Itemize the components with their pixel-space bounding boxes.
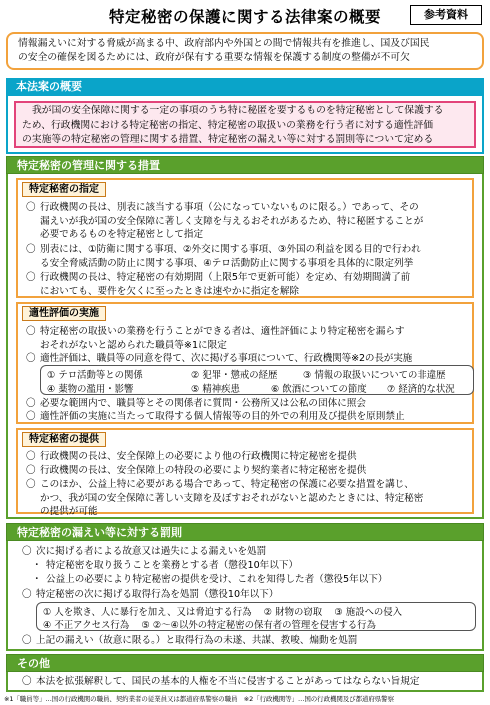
item-line: 行政機関の長は、特定秘密の有効期間（上限5年で更新可能）を定め、有効期間満了前 [40, 272, 411, 283]
list-item [32, 559, 476, 573]
bullet-icon: 〇 [26, 411, 36, 422]
item-line: の提供が可能 [40, 506, 98, 517]
list-item [26, 478, 470, 519]
page-title: 特定秘密の保護に関する法律案の概要 [108, 8, 381, 26]
suitability-title: 適性評価の実施 [22, 306, 106, 321]
list-item [26, 325, 470, 352]
penalties-heading: 特定秘密の漏えい等に対する罰則 [6, 523, 484, 541]
footnote: ※1「職員等」…国の行政機関の職員、契約業者の従業員又は都道府県警察の職員 ※2「行政機関等」…国の行政機関及び都道府県警察 [4, 695, 394, 703]
overview-box [6, 96, 484, 154]
bullet-icon: ・ [32, 574, 42, 585]
item-line: 本法を拡張解釈して、国民の基本的人権を不当に侵害することがあってはならない旨規定 [36, 676, 420, 687]
overview-line: の実施等の特定秘密の管理に関する措置、特定秘密の漏えい等に対する罰則等について定める [22, 134, 434, 145]
item-line: 必要な範囲内で、職員等とその関係者に質問・公務所又は公私の団体に照会 [40, 398, 366, 409]
reference-badge: 参考資料 [410, 5, 482, 25]
title-bar [0, 2, 490, 28]
evaluation-item: ④ 薬物の濫用・影響 [47, 384, 134, 395]
bullet-icon: 〇 [26, 398, 36, 409]
list-item [26, 201, 470, 242]
bullet-icon: 〇 [26, 465, 36, 476]
evaluation-item: ⑥ 飲酒についての節度 [271, 384, 367, 395]
item-line: 別表には、①防衛に関する事項、②外交に関する事項、③外国の利益を図る目的で行われ [40, 244, 421, 255]
item-line: このほか、公益上特に必要がある場合であって、特定秘密の保護に必要な措置を講じ、 [40, 479, 414, 490]
bullet-icon: ・ [32, 560, 42, 571]
intro-line: 情報漏えいに対する脅威が高まる中、政府部内や外国との間で情報共有を推進し、国及び国民 [18, 38, 430, 49]
list-item [26, 352, 470, 366]
bullet-icon: 〇 [26, 244, 36, 255]
evaluation-item: ③ 情報の取扱いについての非違歴 [303, 370, 446, 381]
list-item [26, 464, 470, 478]
item-line: 適性評価は、職員等の同意を得て、次に掲げる事項について、行政機関等※2の長が実施 [40, 353, 413, 364]
list-item [22, 675, 466, 689]
bullet-icon: 〇 [26, 451, 36, 462]
item-line: 次に掲げる者による故意又は過失による漏えいを処罰 [36, 546, 267, 557]
intro-line: の安全の確保を図るためには、政府が保有する重要な情報を保護する制度の整備が不可欠 [18, 52, 410, 63]
penalties-box [6, 541, 484, 651]
acquisition-acts-box [36, 602, 476, 631]
list-item [32, 573, 476, 587]
bullet-icon: 〇 [26, 353, 36, 364]
bullet-icon: 〇 [22, 589, 32, 600]
other-heading: その他 [6, 654, 484, 672]
list-item [22, 634, 466, 648]
bullet-icon: 〇 [26, 479, 36, 490]
list-item [26, 450, 470, 464]
acquisition-act-line: ① 人を欺き、人に暴行を加え、又は脅迫する行為 ② 財物の窃取 ③ 施設への侵入 [43, 607, 403, 618]
bullet-icon: 〇 [22, 546, 32, 557]
designation-section [16, 178, 474, 298]
evaluation-item: ① テロ活動等との関係 [47, 370, 143, 381]
overview-heading: 本法案の概要 [6, 78, 484, 96]
evaluation-items-box [40, 365, 474, 395]
item-line: 適性評価の実施に当たって取得する個人情報等の目的外での利用及び提供を原則禁止 [40, 411, 405, 422]
designation-title: 特定秘密の指定 [22, 182, 106, 197]
provision-section [16, 428, 474, 517]
other-box [6, 672, 484, 692]
bullet-icon: 〇 [22, 635, 32, 646]
bullet-icon: 〇 [26, 326, 36, 337]
management-heading: 特定秘密の管理に関する措置 [6, 156, 484, 174]
list-item [26, 397, 470, 411]
bullet-icon: 〇 [26, 202, 36, 213]
item-line: 特定秘密の次に掲げる取得行為を処罰（懲役10年以下） [36, 589, 279, 600]
item-line: 上記の漏えい（故意に限る。）と取得行為の未遂、共謀、教唆、煽動を処罰 [36, 635, 358, 646]
suitability-section [16, 302, 474, 424]
management-box [6, 174, 484, 519]
list-item [26, 271, 470, 298]
list-item [26, 243, 470, 270]
item-line: 行政機関の長は、別表に該当する事項（公になっていないものに限る。）であって、その [40, 202, 419, 213]
list-item [22, 588, 466, 602]
item-line: 必要であるものを特定秘密として指定 [40, 229, 204, 240]
overview-summary [14, 101, 476, 148]
item-line: 行政機関の長は、安全保障上の必要により他の行政機関に特定秘密を提供 [40, 451, 357, 462]
item-line: 特定秘密の取扱いの業務を行うことができる者は、適性評価により特定秘密を漏らす [40, 326, 405, 337]
item-line: る安全脅威活動の防止に関する事項、④テロ活動防止に関する事項を具体的に限定列挙 [40, 257, 414, 269]
item-line: 公益上の必要により特定秘密の提供を受け、これを知得した者（懲役5年以下） [46, 574, 388, 585]
intro-box [6, 32, 484, 70]
overview-line: 我が国の安全保障に関する一定の事項のうち特に秘匿を要するものを特定秘密として保護する [32, 105, 444, 116]
acquisition-act-line: ④ 不正アクセス行為 ⑤ ②～④以外の特定秘密の保有者の管理を侵害する行為 [43, 620, 376, 631]
bullet-icon: 〇 [26, 272, 36, 283]
item-line: かつ、我が国の安全保障に著しい支障を及ぼすおそれがないと認めたときには、特定秘密 [40, 492, 424, 504]
overview-line: ため、行政機関における特定秘密の指定、特定秘密の取扱いの業務を行う者に対する適性評価 [22, 119, 434, 131]
list-item [22, 545, 466, 559]
evaluation-item: ② 犯罪・懲戒の経歴 [191, 370, 278, 381]
list-item [26, 410, 470, 424]
bullet-icon: 〇 [22, 676, 32, 687]
item-line: おそれがないと認められた職員等※1に限定 [40, 339, 227, 351]
item-line: においても、要件を欠くに至ったときは速やかに指定を解除 [40, 285, 300, 297]
item-line: 漏えいが我が国の安全保障に著しく支障を与えるおそれがあるため、特に秘匿することが [40, 215, 424, 227]
evaluation-item: ⑦ 経済的な状況 [387, 384, 455, 395]
item-line: 特定秘密を取り扱うことを業務とする者（懲役10年以下） [46, 560, 299, 571]
evaluation-item: ⑤ 精神疾患 [191, 384, 240, 395]
item-line: 行政機関の長は、安全保障上の特段の必要により契約業者に特定秘密を提供 [40, 465, 367, 476]
provision-title: 特定秘密の提供 [22, 432, 106, 447]
